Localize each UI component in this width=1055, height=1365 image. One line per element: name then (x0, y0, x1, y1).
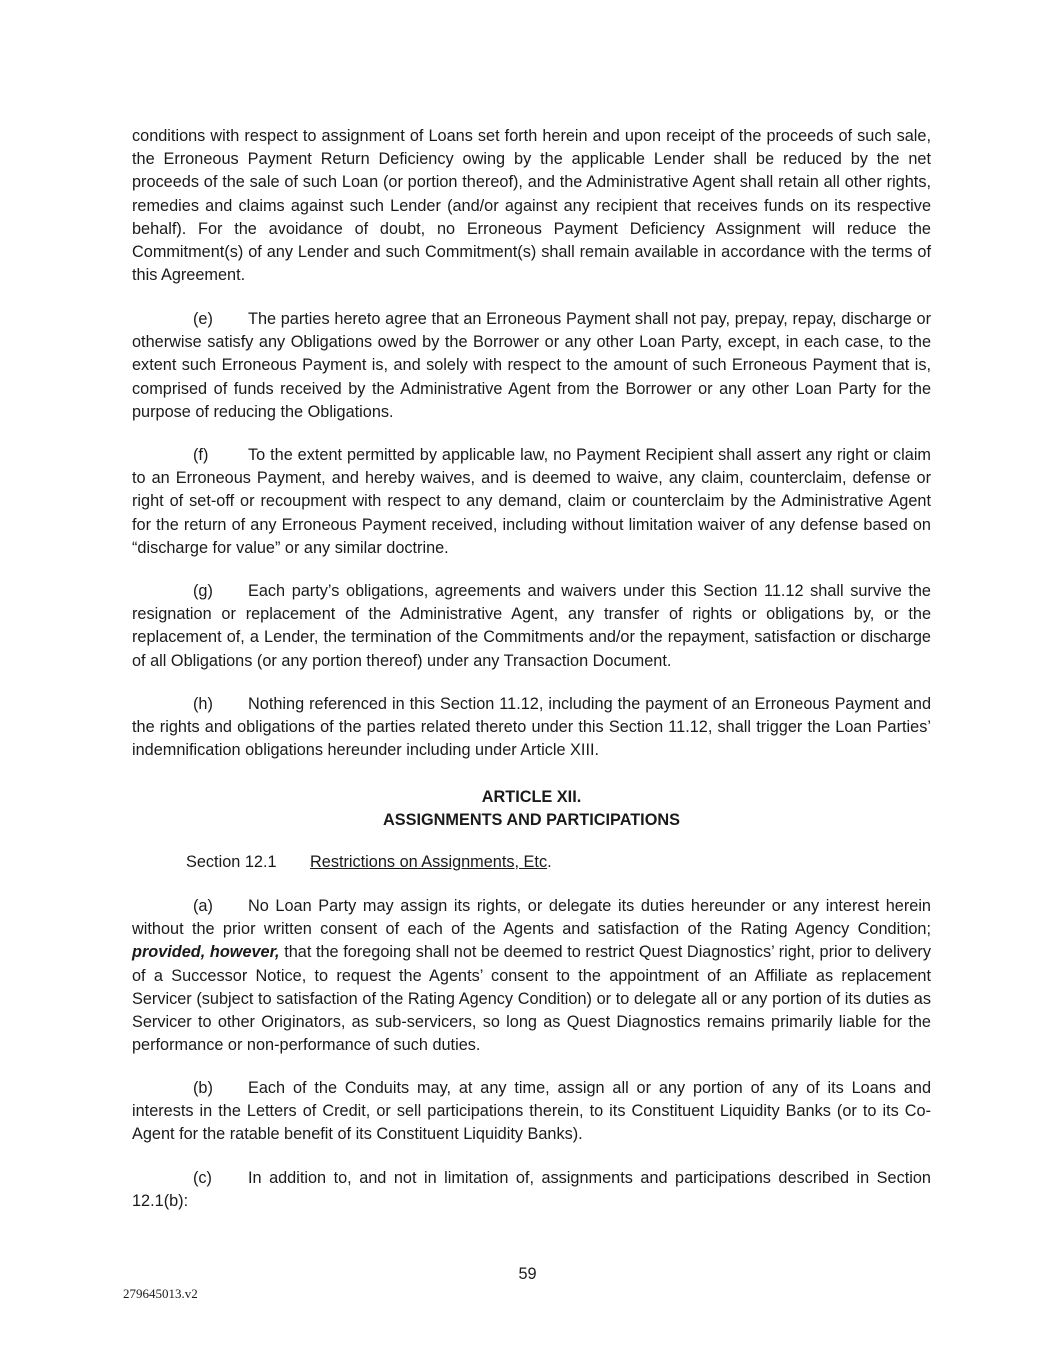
paragraph-c (132, 1167, 931, 1213)
paragraph-text: In addition to, and not in limitation of, assignments and participations described in Section 12.1(b): (132, 1169, 931, 1211)
paragraph-text: Each of the Conduits may, at any time, assign all or any portion of any of its Loans and interests in the Letters of Credit, or sell participations therein, to its Constituent Liquidity Banks (or to its Co-Agent for the ratable benefit of its Constituent Liquidity Banks). (132, 1079, 931, 1144)
paragraph-g (132, 580, 931, 673)
section-number: Section 12.1 (186, 853, 277, 871)
paragraph-h (132, 693, 931, 763)
paragraph-text: Nothing referenced in this Section 11.12, including the payment of an Erroneous Payment and the rights and obligations of the parties related thereto under this Section 11.12, shall trigger the Loan Parties’ indemnification obligations hereunder including under Article XIII. (132, 695, 931, 760)
document-id: 279645013.v2 (123, 1286, 198, 1301)
article-title: ASSIGNMENTS AND PARTICIPATIONS (383, 811, 680, 829)
paragraph-text: To the extent permitted by applicable law, no Payment Recipient shall assert any right or claim to an Erroneous Payment, and hereby waives, and is deemed to waive, any claim, counterclaim, defense or right of set-off or recoupment with respect to any demand, claim or counterclaim by the Administrative Agent for the return of any Erroneous Payment received, including without limitation waiver of any defense based on “discharge for value” or any similar doctrine. (132, 446, 931, 557)
paragraph-label: (b) (193, 1079, 213, 1097)
paragraph-label: (a) (193, 897, 213, 915)
paragraph-label: (h) (193, 695, 213, 713)
paragraph-label: (e) (193, 310, 213, 328)
paragraph-text: No Loan Party may assign its rights, or delegate its duties hereunder or any interest herein without the prior written consent of each of the Agents and satisfaction of the Rating Agency Condition; (132, 897, 931, 939)
paragraph-label: (c) (193, 1169, 212, 1187)
paragraph-label: (f) (193, 446, 209, 464)
paragraph-text: The parties hereto agree that an Erroneous Payment shall not pay, prepay, repay, discharge or otherwise satisfy any Obligations owed by the Borrower or any other Loan Party, except, in each case, to the extent such Erroneous Payment is, and solely with respect to the amount of such Erroneous Payment that is, comprised of funds received by the Administrative Agent from the Borrower or any other Loan Party for the purpose of reducing the Obligations. (132, 310, 931, 421)
section-heading (186, 851, 552, 874)
paragraph-f (132, 444, 931, 560)
article-heading (132, 786, 931, 832)
continuation-paragraph: conditions with respect to assignment of Loans set forth herein and upon receipt of the proceeds of such sale, the Erroneous Payment Return Deficiency owing by the applicable Lender shall be reduced by the net proceeds of the sale of such Loan (or portion thereof), and the Administrative Agent shall retain all other rights, remedies and claims against such Lender (and/or against any recipient that receives funds on its respective behalf). For the avoidance of doubt, no Erroneous Payment Deficiency Assignment will reduce the Commitment(s) of any Lender and such Commitment(s) shall remain available in accordance with the terms of this Agreement. (132, 127, 931, 285)
paragraph-e (132, 308, 931, 424)
paragraph-label: (g) (193, 582, 213, 600)
page-number: 59 (518, 1265, 537, 1283)
section-title: Restrictions on Assignments, Etc (310, 853, 548, 871)
paragraph-text-continued: that the foregoing shall not be deemed to restrict Quest Diagnostics’ right, prior to delivery of a Successor Notice, to request the Agents’ consent to the appointment of an Affiliate as replacement Servicer (subject to satisfaction of the Rating Agency Condition) or to delegate all or any portion of its duties as Servicer to other Originators, as sub-servicers, so long as Quest Diagnostics remains primarily liable for the performance or non-performance of such duties. (132, 943, 931, 1055)
paragraph-text: Each party’s obligations, agreements and waivers under this Section 11.12 shall survive the resignation or replacement of the Administrative Agent, any transfer of rights or obligations by, or the replacement of, a Lender, the termination of the Commitments and/or the repayment, satisfaction or discharge of all Obligations (or any portion thereof) under any Transaction Document. (132, 582, 931, 670)
paragraph-a (132, 895, 931, 1057)
article-number: ARTICLE XII. (481, 788, 582, 806)
paragraph-b (132, 1077, 931, 1147)
section-title-period: . (547, 853, 552, 871)
proviso-emphasis: provided, however, (132, 943, 280, 962)
